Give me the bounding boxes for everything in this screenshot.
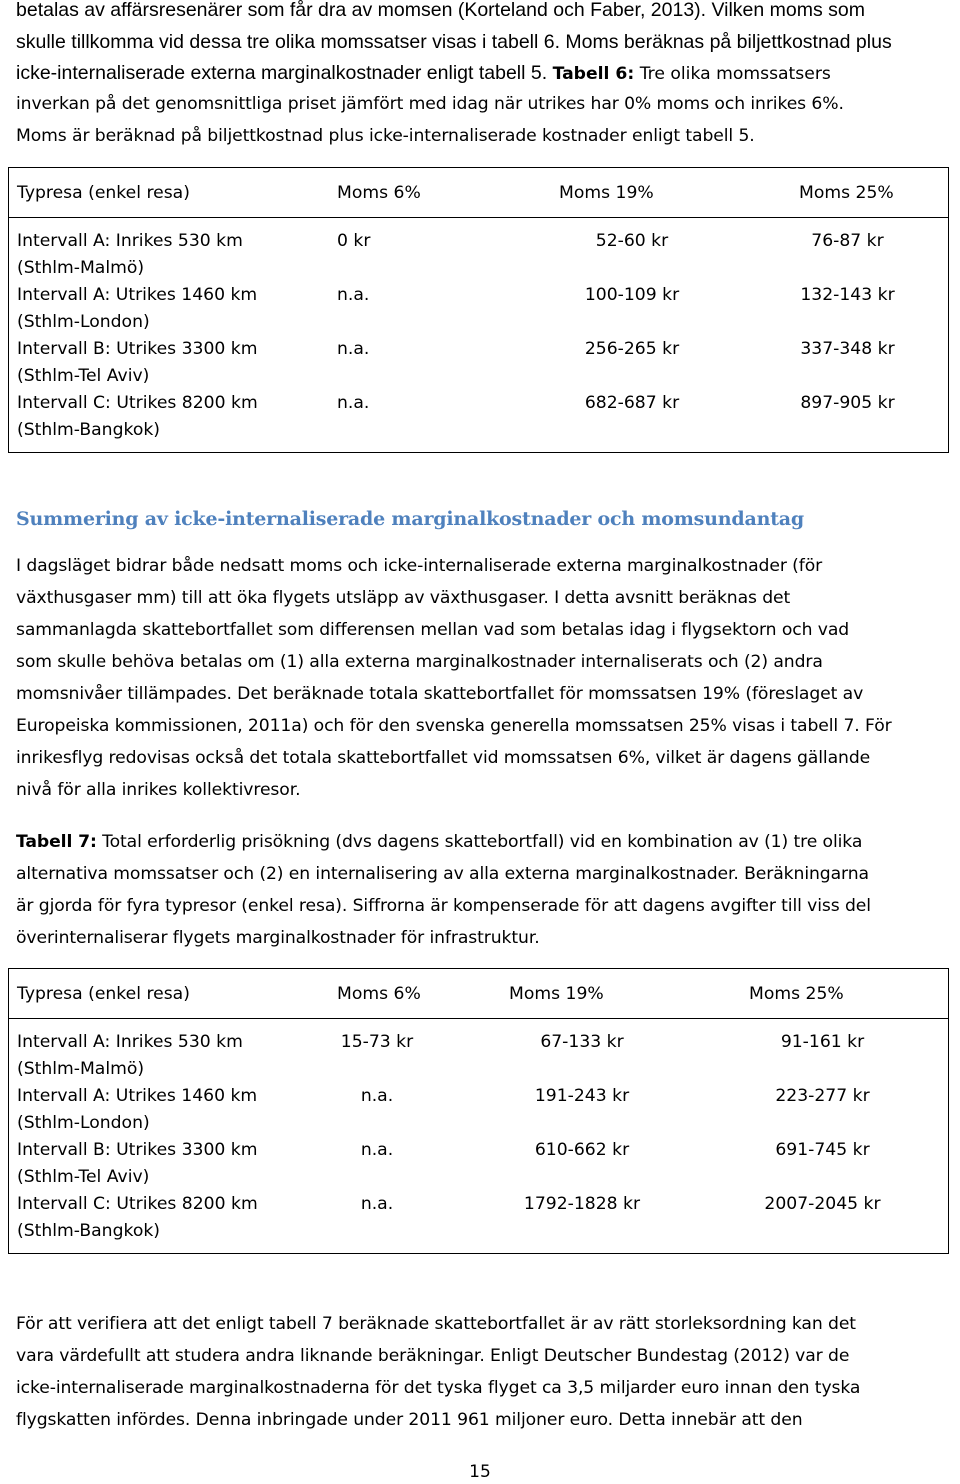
table-row — [9, 282, 949, 336]
value-cell: n.a. — [337, 285, 370, 305]
paragraph-line: som skulle behöva betalas om (1) alla externa marginalkostnader internaliserats och (2) andra — [16, 652, 823, 672]
paragraph-line: I dagsläget bidrar både nedsatt moms och icke-internaliserade externa marginalkostnader (för — [16, 556, 823, 576]
table-row — [9, 1137, 949, 1191]
route-name: Intervall A: Inrikes 530 km — [17, 1032, 243, 1052]
route-cell — [9, 1083, 288, 1137]
value-cell: 0 kr — [337, 231, 371, 251]
value-cell: 897-905 kr — [800, 393, 895, 413]
page-number: 15 — [469, 1462, 491, 1482]
route-cities: (Sthlm-Tel Aviv) — [17, 366, 150, 386]
section-heading: Summering av icke-internaliserade marginalkostnader och momsundantag — [16, 508, 804, 530]
table-row — [9, 336, 949, 390]
caption-line — [16, 826, 956, 858]
paragraph-line: sammanlagda skattebortfallet som differensen mellan vad som betalas idag i flygsektorn och vad — [16, 620, 850, 640]
table-row — [9, 1083, 949, 1137]
paragraph-line: Europeiska kommissionen, 2011a) och för den svenska generella momssatsen 25% visas i tabell 7. För — [16, 716, 892, 736]
caption-line: överinternaliserar flygets marginalkostnader för infrastruktur. — [16, 928, 540, 948]
paragraph-line: flygskatten infördes. Denna inbringade under 2011 961 miljoner euro. Detta innebär att den — [16, 1410, 803, 1430]
route-cities: (Sthlm-Malmö) — [17, 1059, 145, 1079]
table6-caption — [16, 88, 956, 152]
route-name: Intervall C: Utrikes 8200 km — [17, 1194, 258, 1214]
table7-caption — [16, 826, 956, 954]
value-cell: 132-143 kr — [800, 285, 895, 305]
table-6 — [8, 167, 949, 453]
route-cell — [9, 1019, 288, 1084]
table-header-row — [9, 969, 949, 1019]
value-cell: 52-60 kr — [595, 231, 669, 251]
route-cell — [9, 282, 288, 336]
value-cell: 76-87 kr — [811, 231, 884, 251]
table6-caption-label: Tabell 6: — [552, 64, 635, 84]
paragraph-line: växthusgaser mm) till att öka flygets utsläpp av växthusgaser. I detta avsnitt beräknas det — [16, 588, 791, 608]
paragraph-line: momsnivåer tillämpades. Det beräknade totala skattebortfallet för momssatsen 19% (föreslaget av — [16, 684, 864, 704]
table-row — [9, 390, 949, 453]
value-cell: 15-73 kr — [340, 1032, 414, 1052]
route-name: Intervall A: Inrikes 530 km — [17, 231, 243, 251]
value-cell: 337-348 kr — [800, 339, 895, 359]
route-name: Intervall C: Utrikes 8200 km — [17, 393, 258, 413]
value-cell: 91-161 kr — [780, 1032, 865, 1052]
value-cell: 67-133 kr — [540, 1032, 624, 1052]
paragraph-line: inrikesflyg redovisas också det totala skattebortfallet vid momssatsen 6%, vilket är dagens gällande — [16, 748, 871, 768]
table7-caption-label: Tabell 7: — [16, 832, 97, 852]
table6-caption-text: Tre olika momssatsers — [634, 64, 831, 84]
table-7 — [8, 968, 949, 1254]
table-row — [9, 218, 949, 283]
route-name: Intervall A: Utrikes 1460 km — [17, 285, 258, 305]
caption-line: är gjorda för fyra typresor (enkel resa). Siffrorna är kompenserade för att dagens avgifter till viss del — [16, 896, 871, 916]
value-cell: n.a. — [337, 393, 370, 413]
summary-paragraph — [16, 550, 956, 806]
route-cell — [9, 1137, 288, 1191]
paragraph-line: nivå för alla inrikes kollektivresor. — [16, 780, 301, 800]
route-cities: (Sthlm-Malmö) — [17, 258, 145, 278]
caption-line: Moms är beräknad på biljettkostnad plus icke-internaliserade kostnader enligt tabell 5. — [16, 126, 755, 146]
route-cities: (Sthlm-London) — [17, 312, 150, 332]
column-header: Typresa (enkel resa) — [9, 969, 288, 1019]
route-cities: (Sthlm-London) — [17, 1113, 150, 1133]
caption-line: inverkan på det genomsnittliga priset jämfört med idag när utrikes har 0% moms och inrikes 6%. — [16, 94, 844, 114]
column-header: Moms 25% — [747, 168, 949, 218]
intro-paragraph — [16, 0, 956, 91]
intro-line — [16, 58, 956, 91]
intro-line: skulle tillkomma vid dessa tre olika momssatser visas i tabell 6. Moms beräknas på biljettkostnad plus — [16, 30, 892, 53]
value-cell: 256-265 kr — [584, 339, 680, 359]
value-cell: 191-243 kr — [534, 1086, 630, 1106]
value-cell: n.a. — [337, 339, 370, 359]
caption-text: Total erforderlig prisökning (dvs dagens skattebortfall) vid en kombination av (1) tre olika — [96, 832, 863, 852]
route-cell — [9, 390, 288, 453]
table-row — [9, 1191, 949, 1254]
intro-line: betalas av affärsresenärer som får dra av momsen (Korteland och Faber, 2013). Vilken moms som — [16, 0, 866, 21]
paragraph-line: För att verifiera att det enligt tabell 7 beräknade skattebortfallet är av rätt storleksordning kan det — [16, 1314, 856, 1334]
route-name: Intervall A: Utrikes 1460 km — [17, 1086, 258, 1106]
route-cities: (Sthlm-Tel Aviv) — [17, 1167, 150, 1187]
route-cities: (Sthlm-Bangkok) — [17, 420, 160, 440]
column-header: Moms 6% — [287, 168, 517, 218]
table-header-row — [9, 168, 949, 218]
route-cell — [9, 1191, 288, 1254]
route-name: Intervall B: Utrikes 3300 km — [17, 339, 258, 359]
route-cell — [9, 336, 288, 390]
value-cell: 223-277 kr — [775, 1086, 870, 1106]
column-header: Moms 19% — [467, 969, 697, 1019]
column-header: Typresa (enkel resa) — [9, 168, 288, 218]
column-header: Moms 19% — [517, 168, 747, 218]
column-header: Moms 6% — [287, 969, 467, 1019]
column-header: Moms 25% — [697, 969, 949, 1019]
value-cell: 100-109 kr — [584, 285, 680, 305]
paragraph-line: icke-internaliserade marginalkostnaderna för det tyska flyget ca 3,5 miljarder euro innan den tyska — [16, 1378, 861, 1398]
route-name: Intervall B: Utrikes 3300 km — [17, 1140, 258, 1160]
intro-text: icke-internaliserade externa marginalkostnader enligt tabell 5. — [16, 62, 548, 84]
caption-line: alternativa momssatser och (2) en internalisering av alla externa marginalkostnader. Beräkningarna — [16, 864, 869, 884]
value-cell: 2007-2045 kr — [764, 1194, 881, 1214]
value-cell: 682-687 kr — [584, 393, 680, 413]
value-cell: 610-662 kr — [534, 1140, 630, 1160]
value-cell: 1792-1828 kr — [523, 1194, 641, 1214]
value-cell: 691-745 kr — [775, 1140, 870, 1160]
paragraph-line: vara värdefullt att studera andra liknande beräkningar. Enligt Deutscher Bundestag (2012) var de — [16, 1346, 850, 1366]
route-cities: (Sthlm-Bangkok) — [17, 1221, 160, 1241]
value-cell: n.a. — [360, 1140, 394, 1160]
value-cell: n.a. — [360, 1194, 394, 1214]
table-row — [9, 1019, 949, 1084]
route-cell — [9, 218, 288, 283]
value-cell: n.a. — [360, 1086, 394, 1106]
closing-paragraph — [16, 1308, 956, 1436]
